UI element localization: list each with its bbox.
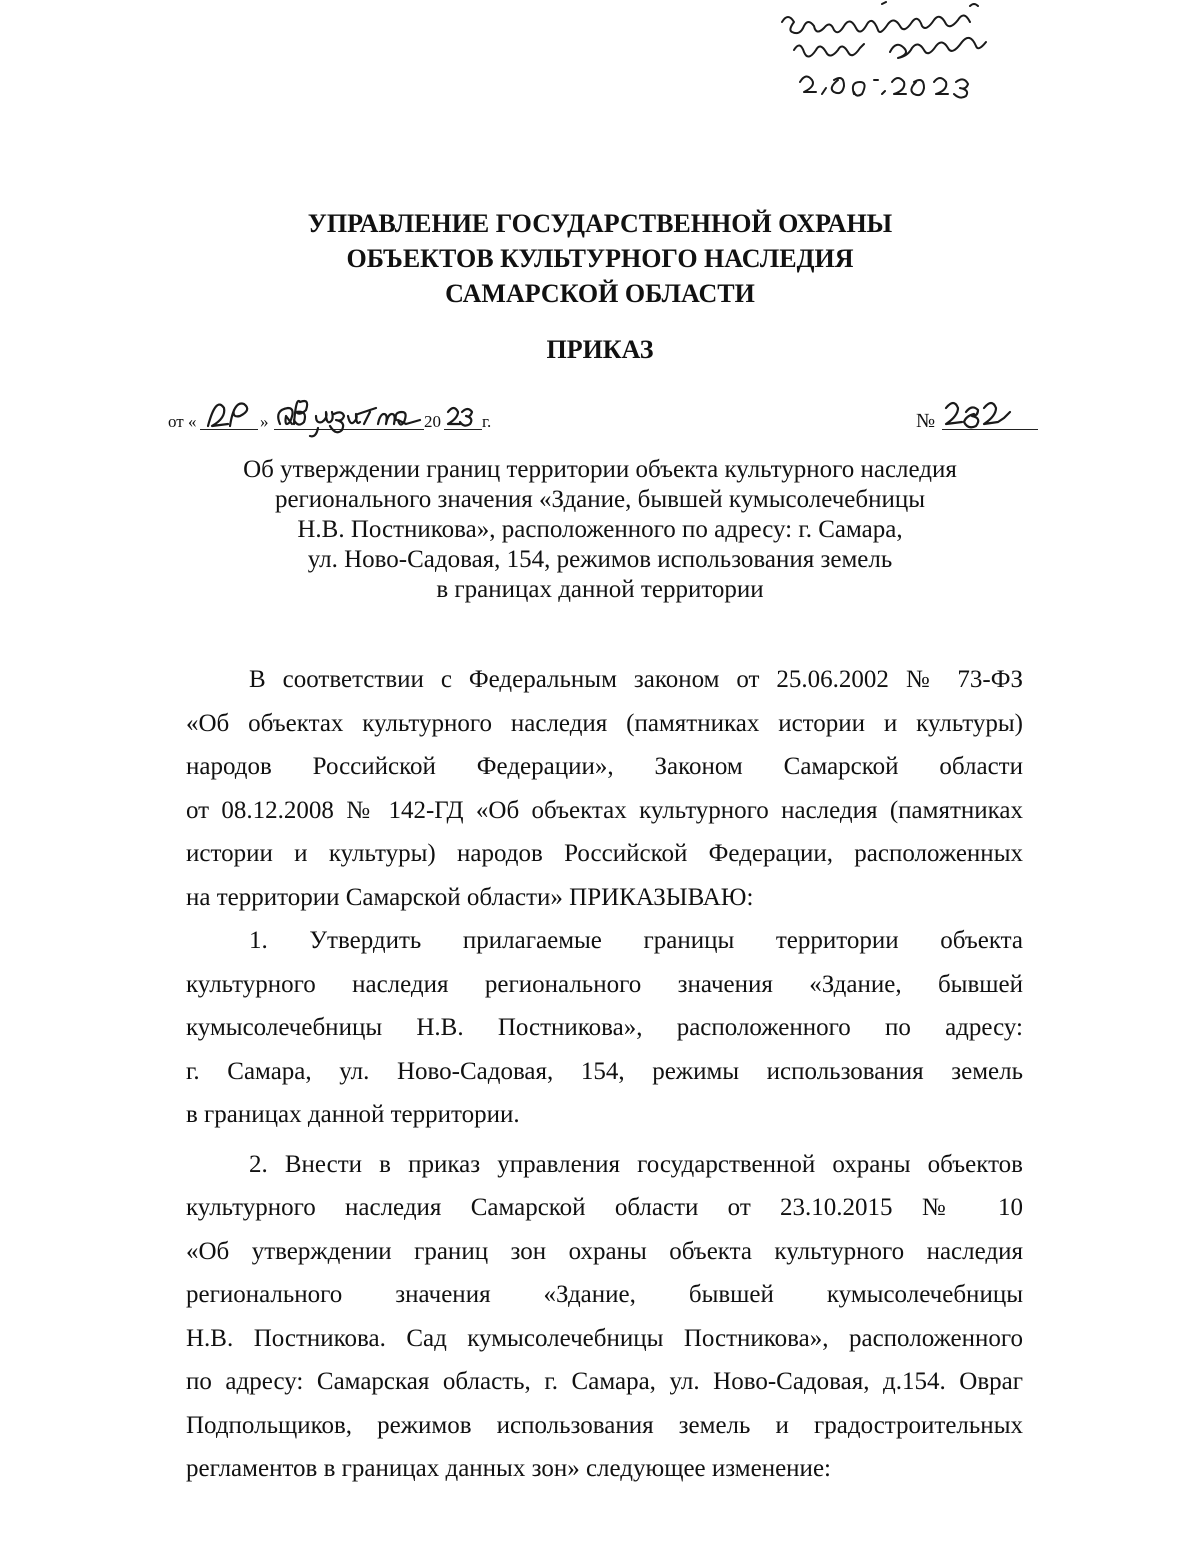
body-line: регламентов в границах данных зон» следующее изменение: xyxy=(186,1455,831,1482)
body-line: культурного наследия Самарской области от 23.10.2015 № 10 xyxy=(186,1194,1023,1221)
date-mid-quote: » xyxy=(260,412,269,431)
organization-header xyxy=(0,206,1200,311)
handwriting-drawing xyxy=(770,0,1060,110)
body-line: культурного наследия регионального значения «Здание, бывшей xyxy=(186,970,1023,998)
preamble-paragraph xyxy=(186,658,1023,919)
body-line: регионального значения «Здание, бывшей кумысолечебницы xyxy=(186,1281,1023,1308)
subject-line: Н.В. Постникова», расположенного по адресу: г. Самара, xyxy=(297,516,903,543)
body-line: в границах данной территории. xyxy=(186,1101,520,1128)
handwritten-date-drawing xyxy=(168,384,508,444)
body-line: от 08.12.2008 № 142-ГД «Об объектах культурного наследия (памятниках xyxy=(186,796,1023,824)
order-date xyxy=(168,384,508,444)
body-line: В соответствии с Федеральным законом от 25.06.2002 № 73-ФЗ xyxy=(249,666,1023,693)
date-number-row xyxy=(168,384,1038,444)
body-line: кумысолечебницы Н.В. Постникова», расположенного по адресу: xyxy=(186,1014,1023,1041)
body-line: 2. Внести в приказ управления государственной охраны объектов xyxy=(249,1150,1023,1178)
body-line: по адресу: Самарская область, г. Самара, ул. Ново-Садовая, д.154. Овраг xyxy=(186,1368,1023,1395)
year-end: г. xyxy=(482,412,492,431)
subject-line: в границах данной территории xyxy=(436,576,764,603)
order-body xyxy=(186,658,1023,1491)
body-line: «Об объектах культурного наследия (памятниках истории и культуры) xyxy=(186,709,1023,737)
body-line: народов Российской Федерации», Законом Самарской области xyxy=(186,753,1023,780)
body-line: г. Самара, ул. Ново-Садовая, 154, режимы использования земель xyxy=(186,1057,1023,1085)
number-label: № xyxy=(916,410,936,432)
order-number xyxy=(916,384,1038,444)
body-line: 1. Утвердить прилагаемые границы территории объекта xyxy=(249,927,1023,954)
date-prefix: от « xyxy=(168,412,197,431)
order-subject xyxy=(150,455,1050,605)
document-type-title: ПРИКАЗ xyxy=(546,335,654,364)
subject-line: регионального значения «Здание, бывшей кумысолечебницы xyxy=(274,486,926,513)
item-1-paragraph xyxy=(186,919,1023,1137)
handwritten-registration-note xyxy=(770,0,1060,110)
body-line: «Об утверждении границ зон охраны объекта культурного наследия xyxy=(186,1237,1023,1265)
org-line-2: ОБЪЕКТОВ КУЛЬТУРНОГО НАСЛЕДИЯ xyxy=(346,244,854,273)
year-prefix: 20 xyxy=(424,412,441,431)
item-2-paragraph xyxy=(186,1143,1023,1491)
body-line: на территории Самарской области» ПРИКАЗЫВАЮ: xyxy=(186,883,754,911)
org-line-3: САМАРСКОЙ ОБЛАСТИ xyxy=(445,279,755,308)
subject-line: ул. Ново-Садовая, 154, режимов использования земель xyxy=(307,546,893,573)
subject-line: Об утверждении границ территории объекта культурного наследия xyxy=(243,456,957,483)
handwritten-number-drawing xyxy=(916,384,1038,444)
org-line-1: УПРАВЛЕНИЕ ГОСУДАРСТВЕННОЙ ОХРАНЫ xyxy=(307,209,893,238)
body-line: Подпольщиков, режимов использования земель и градостроительных xyxy=(186,1411,1023,1439)
body-line: Н.В. Постникова. Сад кумысолечебницы Постникова», расположенного xyxy=(186,1324,1023,1352)
body-line: истории и культуры) народов Российской Федерации, расположенных xyxy=(186,840,1023,867)
